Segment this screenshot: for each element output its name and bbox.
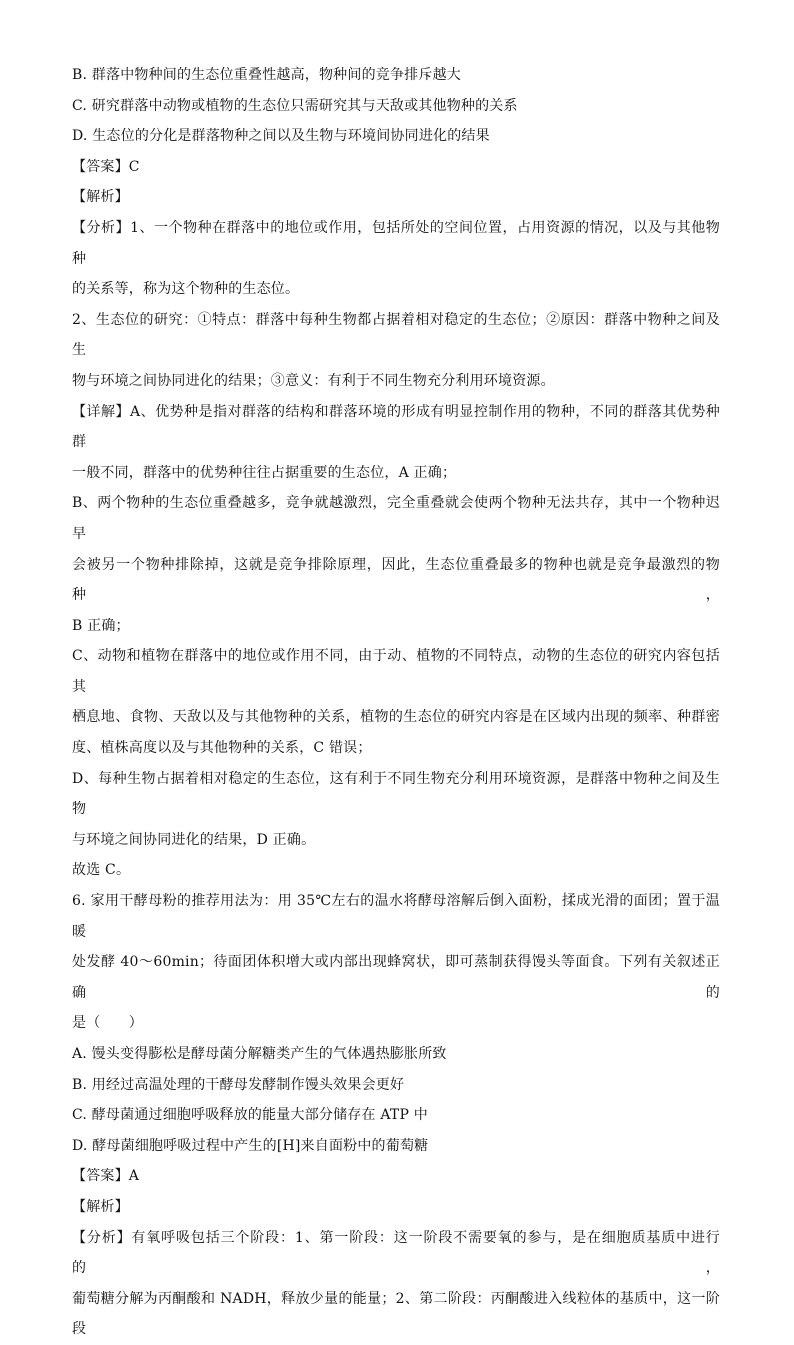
text-line: 2、生态位的研究：①特点：群落中每种生物都占据着相对稳定的生态位；②原因：群落中物种之间及生	[72, 311, 720, 359]
text-line: 【分析】1、一个物种在群落中的地位或作用，包括所处的空间位置，占用资源的情况，以及与其他物种	[72, 219, 720, 267]
text-line: A. 馒头变得膨松是酵母菌分解糖类产生的气体遇热膨胀所致	[72, 1046, 447, 1062]
text-line: 度、植株高度以及与其他物种的关系，C 错误；	[72, 740, 372, 757]
text-line: D. 生态位的分化是群落物种之间以及生物与环境间协同进化的结果	[72, 128, 490, 145]
text-line: C、动物和植物在群落中的地位或作用不同，由于动、植物的不同特点，动物的生态位的研究内容包括其	[72, 648, 720, 695]
text-line: 的关系等，称为这个物种的生态位。	[72, 281, 300, 298]
text-line: C. 酵母菌通过细胞呼吸释放的能量大部分储存在 ATP 中	[72, 1107, 428, 1124]
text-line: 6. 家用干酵母粉的推荐用法为：用 35℃左右的温水将酵母溶解后倒入面粉，揉成光滑的面团；置于温暖	[72, 893, 720, 940]
text-line: D. 酵母菌细胞呼吸过程中产生的[H]来自面粉中的葡萄糖	[72, 1137, 429, 1154]
text-line: 【详解】A、优势种是指对群落的结构和群落环境的形成有明显控制作用的物种，不同的群落其优势种群	[72, 403, 720, 451]
text-line: 【答案】C	[72, 158, 140, 175]
text-line: 一般不同，群落中的优势种往往占据重要的生态位，A 正确；	[72, 464, 457, 481]
text-line: B. 群落中物种间的生态位重叠性越高，物种间的竞争排斥越大	[72, 67, 461, 83]
text-line: 【解析】	[72, 189, 129, 206]
text-line: B. 用经过高温处理的干酵母发酵制作馒头效果会更好	[72, 1076, 405, 1093]
text-line: 葡萄糖分解为丙酮酸和 NADH，释放少量的能量；2、第二阶段：丙酮酸进入线粒体的基质中，这一阶段	[72, 1290, 720, 1338]
text-line: 物与环境之间协同进化的结果；③意义：有利于不同生物充分利用环境资源。	[72, 372, 555, 389]
text-line: 与环境之间协同进化的结果，D 正确。	[72, 831, 316, 848]
text-line: 是（ ）	[72, 1015, 143, 1032]
text-line: 栖息地、食物、天敌以及与其他物种的关系，植物的生态位的研究内容是在区域内出现的频率、种群密	[72, 709, 720, 726]
document-body	[72, 60, 720, 1345]
document-page	[72, 60, 720, 1345]
text-line: B、两个物种的生态位重叠越多，竞争就越激烈，完全重叠就会使两个物种无法共存，其中一个物种迟早	[72, 495, 720, 542]
text-line: 【分析】有氧呼吸包括三个阶段：1、第一阶段：这一阶段不需要氧的参与，是在细胞质基质中进行的，	[72, 1229, 720, 1277]
text-line: 故选 C。	[72, 862, 131, 879]
text-line: D、每种生物占据着相对稳定的生态位，这有利于不同生物充分利用环境资源，是群落中物种之间及生物	[72, 770, 720, 818]
text-line: 会被另一个物种排除掉，这就是竞争排除原理，因此，生态位重叠最多的物种也就是竞争最激烈的物种，	[72, 556, 720, 604]
text-line: 【解析】	[72, 1198, 129, 1215]
text-line: B 正确；	[72, 617, 130, 634]
text-line: C. 研究群落中动物或植物的生态位只需研究其与天敌或其他物种的关系	[72, 97, 518, 114]
text-line: 【答案】A	[72, 1168, 140, 1185]
text-line: 处发酵 40～60min；待面团体积增大或内部出现蜂窝状，即可蒸制获得馒头等面食。下列有关叙述正确的	[72, 954, 720, 1001]
